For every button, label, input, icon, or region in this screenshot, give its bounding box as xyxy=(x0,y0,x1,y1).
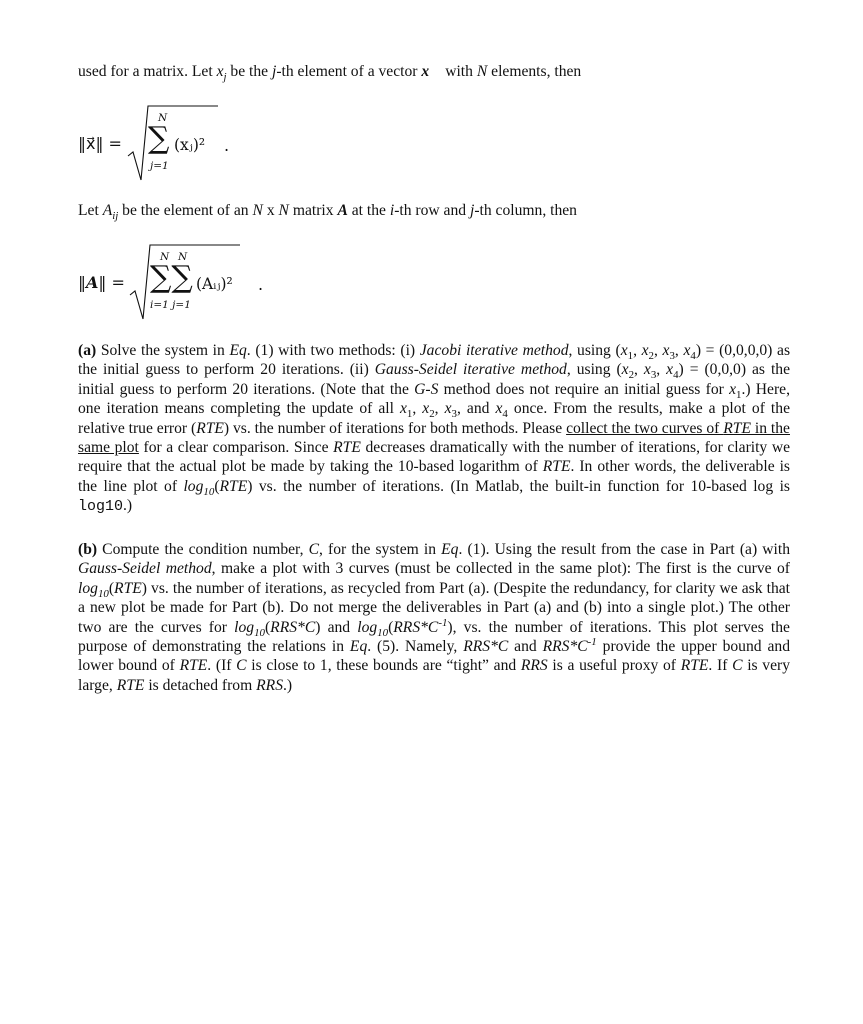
rte: RTE xyxy=(723,419,751,437)
var-j: j xyxy=(271,63,277,80)
var-x: x xyxy=(495,400,503,418)
part-b-paragraph xyxy=(78,540,790,695)
eq2-lower-limits: i=1 j=1 xyxy=(150,299,191,311)
part-a-paragraph xyxy=(78,341,790,517)
sub: 3 xyxy=(669,350,675,363)
text: used for a matrix. Let xyxy=(78,63,217,80)
sub: 4 xyxy=(502,408,508,421)
norm-bar: ‖ xyxy=(78,273,86,292)
eq-ref: Eq xyxy=(229,342,247,359)
eq1-lower-limit: j=1 xyxy=(150,160,169,172)
rte: RTE xyxy=(179,657,208,675)
text: collect the two curves of xyxy=(566,419,724,437)
sub-j: j xyxy=(223,71,227,84)
text: matrix xyxy=(288,202,338,219)
log: log xyxy=(234,618,255,636)
gauss-seidel-method: Gauss-Seidel iterative method xyxy=(374,361,567,379)
var-x: x xyxy=(620,342,628,359)
var-x: x xyxy=(643,361,651,379)
eq2-period: . xyxy=(258,275,264,294)
text: . (5). Namely, xyxy=(367,638,464,656)
rrs-times-c: RRS*C xyxy=(270,618,316,636)
text: , xyxy=(634,361,644,379)
eq1-upper-limit: N xyxy=(158,112,168,124)
intro-line xyxy=(78,63,582,84)
part-a-label: (a) xyxy=(78,342,97,359)
var-j: j xyxy=(469,202,475,219)
text: -th element of a vector xyxy=(276,63,422,80)
text: elements, then xyxy=(487,63,582,80)
var-x: x xyxy=(621,361,629,379)
var-x: x xyxy=(666,361,674,379)
text: .) xyxy=(123,497,133,515)
text: ( xyxy=(264,618,271,636)
log: log xyxy=(357,618,378,636)
text: Let xyxy=(78,202,103,219)
eq2-lhs xyxy=(78,273,125,292)
sub-ij: ij xyxy=(112,210,119,223)
text: . (1) with two methods: (i) xyxy=(246,342,420,359)
text: at the xyxy=(347,202,390,219)
vector-norm-equation xyxy=(78,104,278,184)
rrs: RRS xyxy=(520,657,548,675)
var-x: x xyxy=(683,342,691,359)
matrix-A: A xyxy=(337,202,348,219)
sub-10: 10 xyxy=(203,485,215,498)
text: method does not require an initial guess for xyxy=(438,380,730,398)
text: be the xyxy=(226,63,272,80)
text: ) vs. the number of iterations, as recycled from Part (a). (Despite the redundancy, for clarity we ask that a new plot be made for Part (b). Do not merge the deliverables in Part (a) and (b) into a single plot.) The other two are the curves for xyxy=(78,579,790,636)
var-x: x xyxy=(444,400,452,418)
sub: 1 xyxy=(627,350,634,363)
text: x xyxy=(262,202,279,219)
var-N: N xyxy=(252,202,263,219)
text: once. From the results, make a plot of the relative true error ( xyxy=(78,400,790,437)
text: , xyxy=(633,342,642,359)
code-log10: log10 xyxy=(78,498,124,516)
rte: RTE xyxy=(196,419,224,437)
vector-x: x⃗ xyxy=(421,63,442,80)
var-x: x xyxy=(662,342,670,359)
text: ( xyxy=(108,579,115,597)
rrs: RRS xyxy=(256,676,283,694)
text: .) xyxy=(283,676,293,694)
rrs-times-c: RRS*C xyxy=(542,638,588,656)
sub-10: 10 xyxy=(377,626,389,639)
text: . (1). Using the result from the case in Part (a) with xyxy=(458,541,790,558)
matrix-A: A xyxy=(86,273,99,292)
text: ) vs. the number of iterations for both methods. Please xyxy=(223,419,567,437)
text: Compute the condition number, xyxy=(97,541,309,558)
summation-symbol: ∑ xyxy=(148,121,170,156)
eq1-body: (xⱼ)² xyxy=(174,136,206,154)
text: -th row and xyxy=(394,202,470,219)
text: ), vs. the number of iterations. This plot serves the purpose of demonstrating the relations in xyxy=(78,618,790,656)
matrix-norm-equation xyxy=(78,243,318,323)
text: , xyxy=(656,361,667,379)
text: . (If xyxy=(207,657,237,675)
log: log xyxy=(183,477,204,495)
sub: 2 xyxy=(429,408,435,421)
text: , xyxy=(412,400,423,418)
var-C: C xyxy=(308,541,320,558)
text: ) = (0,0,0) as the initial guess to perform 20 iterations. (Note that the xyxy=(78,361,791,398)
sub-10: 10 xyxy=(254,626,265,639)
eq-ref: Eq xyxy=(441,541,459,558)
gs-abbr: G-S xyxy=(414,380,439,398)
eq2-upper-limit-j: N xyxy=(178,251,188,263)
log: log xyxy=(78,579,98,597)
var-A: A xyxy=(102,202,113,219)
rte: RTE xyxy=(333,439,361,457)
text: ) = (0,0,0,0) as the initial guess to perform 20 iterations. (ii) xyxy=(78,342,791,379)
text: .) Here, one iteration means completing the update of all xyxy=(78,380,790,418)
text: is a useful proxy of xyxy=(547,657,681,675)
eq1-period: . xyxy=(224,136,230,155)
var-i: i xyxy=(389,202,395,219)
sub: 4 xyxy=(690,350,696,363)
rte: RTE xyxy=(680,657,709,675)
sub: 3 xyxy=(451,408,457,421)
rte: RTE xyxy=(219,477,248,495)
matrix-element-line xyxy=(78,202,577,223)
var-N: N xyxy=(278,202,289,219)
text: ( xyxy=(214,477,220,495)
sub: 2 xyxy=(648,350,654,363)
eq-ref: Eq xyxy=(349,638,368,656)
text: Solve the system in xyxy=(96,342,230,359)
sub: 4 xyxy=(673,369,679,382)
text: with xyxy=(441,63,477,80)
eq2-upper-limit-i: N xyxy=(160,251,170,263)
text: provide the upper bound and lower bound of xyxy=(78,638,790,675)
rrs-times-c: RRS*C xyxy=(393,618,439,636)
var-x: x xyxy=(422,400,430,418)
sub: 3 xyxy=(650,369,657,382)
text: , for the system in xyxy=(319,541,442,558)
var-C: C xyxy=(732,657,743,675)
eq1-lhs: ‖x⃗‖ = xyxy=(78,134,122,153)
text: ) vs. the number of iterations. (In Matlab, the built-in function for 10-based log is xyxy=(247,477,790,495)
sup-minus-one: -1 xyxy=(438,616,448,629)
text: be the element of an xyxy=(118,202,253,219)
norm-bar-equals: ‖ = xyxy=(98,273,125,292)
text: , using ( xyxy=(566,361,622,379)
text: is close to 1, these bounds are “tight” and xyxy=(246,657,521,675)
text: , using ( xyxy=(568,342,621,359)
text: . In other words, the deliverable is the line plot of xyxy=(78,458,790,495)
text: for a clear comparison. Since xyxy=(138,439,334,457)
sub: 1 xyxy=(406,408,413,421)
text: , and xyxy=(456,400,496,418)
gauss-seidel-method: Gauss-Seidel method xyxy=(78,560,212,578)
sup-minus-one: -1 xyxy=(587,635,597,648)
sub-10: 10 xyxy=(97,587,109,600)
var-N: N xyxy=(476,63,488,80)
sub: 2 xyxy=(628,369,635,382)
text: , make a plot with 3 curves (must be collected in the same plot): The first is the curve of xyxy=(211,560,790,578)
text: ) and xyxy=(315,618,358,636)
text: ( xyxy=(388,618,394,636)
text: in the same plot xyxy=(78,419,790,457)
jacobi-method: Jacobi iterative method xyxy=(419,342,569,359)
text: -th column, then xyxy=(474,202,577,219)
text: and xyxy=(508,638,543,656)
part-b-label: (b) xyxy=(78,541,98,558)
var-x: x xyxy=(641,342,649,359)
var-C: C xyxy=(236,657,247,675)
var-x: x xyxy=(729,380,736,398)
rte: RTE xyxy=(116,676,145,694)
text: is very large, xyxy=(78,657,790,694)
text: is detached from xyxy=(144,676,257,694)
sub: 1 xyxy=(736,388,742,401)
text: , xyxy=(674,342,684,359)
eq2-body: (Aᵢⱼ)² xyxy=(196,275,233,293)
text: . If xyxy=(708,657,733,675)
var-x: x xyxy=(399,400,407,418)
rte: RTE xyxy=(114,579,142,597)
text: decreases dramatically with the number of iterations, for clarity we require that the actual plot be made by taking the 10-based logarithm of xyxy=(78,439,790,476)
rrs-times-c: RRS*C xyxy=(463,638,509,656)
rte: RTE xyxy=(542,458,571,476)
text: , xyxy=(434,400,445,418)
text: , xyxy=(653,342,663,359)
double-summation-symbol: ∑∑ xyxy=(150,260,193,295)
var-x: x xyxy=(216,63,224,80)
